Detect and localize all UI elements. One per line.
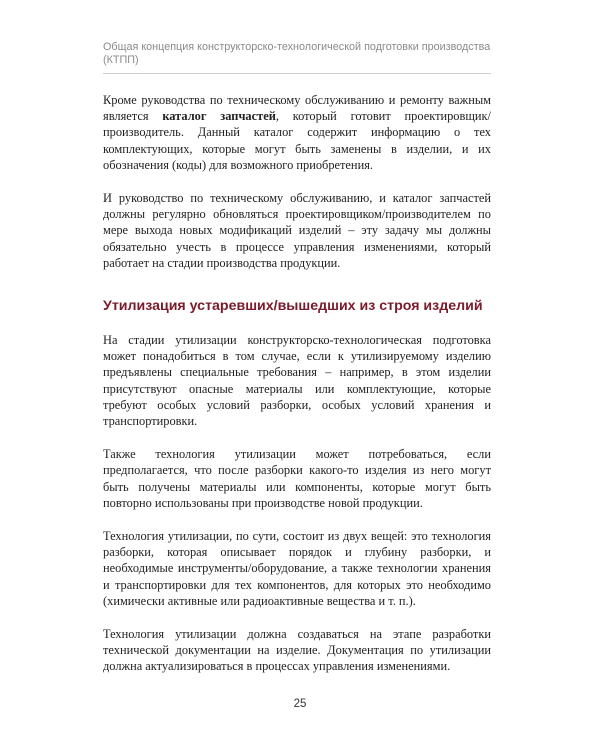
paragraph-text: , который готовит проектировщик/производитель. Данный каталог содержит информацию о тех комплектующих, которые могут быть заменены в изделии, и их обозначения (коды) для возможного приобретения.	[103, 109, 491, 172]
paragraph	[103, 92, 491, 173]
paragraph: И руководство по техническому обслуживанию, и каталог запчастей должны регулярно обновляться проектировщиком/производителем по мере выхода новых модификаций изделий – эту задачу мы должны обязательно учесть в процессе управления изменениями, который работает на стадии производства продукции.	[103, 191, 491, 270]
paragraph: Технология утилизации должна создаваться на этапе разработки технической документации на изделие. Документация по утилизации должна актуализироваться в процессах управления изменениями.	[103, 627, 491, 674]
page-number: 25	[293, 698, 307, 710]
emphasis-term: каталог запчастей	[162, 109, 276, 124]
running-header: Общая концепция конструкторско-технологической подготовки производства (КТПП)	[103, 41, 491, 74]
page-content	[103, 92, 491, 692]
paragraph: Технология утилизации, по сути, состоит из двух вещей: это технология разборки, которая описывает порядок и глубину разборки, и необходимые инструменты/оборудование, а также технологии хранения и транспортировки для тех компонентов, для которых это необходимо (химически активные или радиоактивные вещества и т. п.).	[103, 529, 491, 608]
paragraph: На стадии утилизации конструкторско-технологическая подготовка может понадобиться в том случае, если к утилизируемому изделию предъявлены специальные требования – например, в этом изделии присутствуют опасные материалы или комплектующие, которые требуют особых условий разборки, особых условий хранения и транспортировки.	[103, 333, 491, 429]
paragraph: Также технология утилизации может потребоваться, если предполагается, что после разборки какого-то изделия из него могут быть получены материалы или компоненты, которые могут быть повторно использованы при производстве новой продукции.	[103, 447, 491, 510]
section-heading: Утилизация устаревших/вышедших из строя изделий	[103, 298, 483, 315]
paragraph-text: Кроме руководства по техническому обслуживанию и ремонту важным является	[103, 93, 491, 124]
